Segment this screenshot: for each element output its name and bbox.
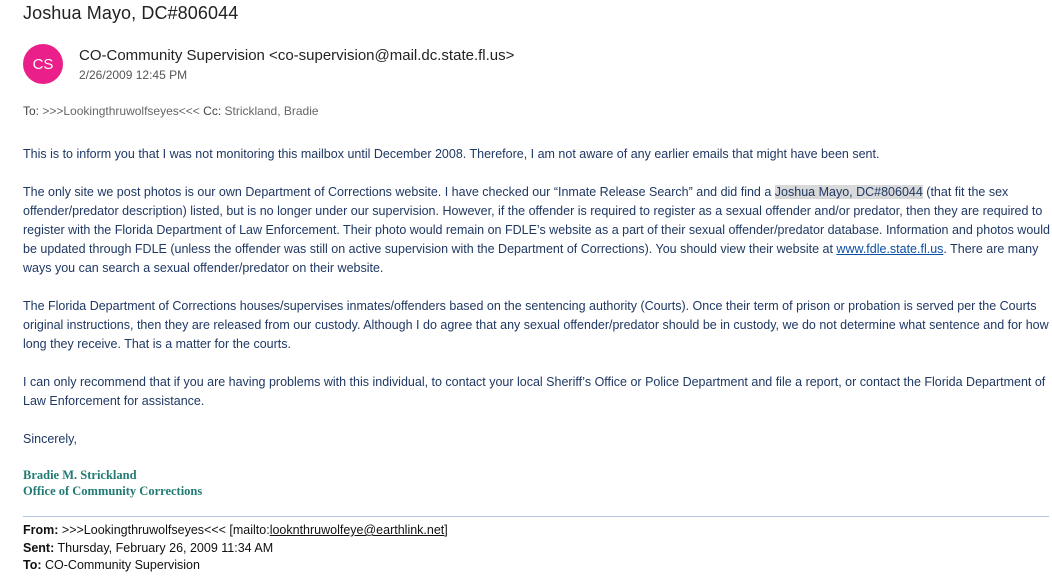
signature-block <box>23 467 202 499</box>
quoted-from-email-link[interactable]: looknthruwolfeye@earthlink.net <box>269 523 445 537</box>
quoted-from-close: ] <box>444 523 448 537</box>
quoted-from-line <box>23 522 448 540</box>
cc-label: Cc: <box>203 104 222 118</box>
cc-recipient[interactable]: Strickland, Bradie <box>224 104 319 118</box>
body-paragraph-4: I can only recommend that if you are having problems with this individual, to contact your local Sheriff’s Office or Police Department and file a report, or contact the Florida Department of Law Enforcement for assistance. <box>23 375 1046 408</box>
quoted-to-line <box>23 557 448 575</box>
email-date: 2/26/2009 12:45 PM <box>79 68 188 82</box>
highlighted-name: Joshua Mayo, DC#806044 <box>774 185 923 199</box>
p2-text-c: . There are many ways you can search a sexual offender/predator on their website. <box>23 242 1039 275</box>
quoted-header <box>23 522 448 575</box>
quoted-to-value: CO-Community Supervision <box>45 558 200 572</box>
quoted-sent-value: Thursday, February 26, 2009 11:34 AM <box>57 540 274 555</box>
closing-salutation: Sincerely, <box>23 432 77 446</box>
sender-avatar[interactable]: CS <box>23 44 63 84</box>
fdle-link[interactable]: www.fdle.state.fl.us <box>836 242 944 256</box>
p2-text-a: The only site we post photos is our own Department of Corrections website. I have checked our “Inmate Release Search” and did find a <box>23 185 775 199</box>
quoted-to-label: To: <box>23 558 42 572</box>
quoted-divider <box>23 516 1049 517</box>
to-recipient[interactable]: >>>Lookingthruwolfseyes<<< <box>42 104 200 118</box>
signature-name: Bradie M. Strickland <box>23 468 137 482</box>
to-label: To: <box>23 104 40 118</box>
p2-text-b: (that fit the sex offender/predator description) listed, but is no longer under our supervision. However, if the offender is required to register as a sexual offender and/or predator, then they are required to register with the Florida Department of Law Enforcement. Their photo would remain on FDLE’s website as a part of their sexual offender/predator database. Information and photos would be updated through FDLE (unless the offender was still on active supervision with the Department of Corrections). You should view their website at <box>23 185 1050 256</box>
email-subject: Joshua Mayo, DC#806044 <box>23 3 239 23</box>
sender-address[interactable]: CO-Community Supervision <co-supervision@mail.dc.state.fl.us> <box>79 47 515 64</box>
quoted-from-value: >>>Lookingthruwolfseyes<<< [mailto: <box>61 523 270 537</box>
quoted-sent-line <box>23 540 448 558</box>
body-paragraph-2 <box>23 183 1051 278</box>
quoted-from-label: From: <box>23 523 59 537</box>
body-paragraph-1: This is to inform you that I was not monitoring this mailbox until December 2008. Therefore, I am not aware of any earlier emails that might have been sent. <box>23 147 880 161</box>
quoted-sent-label: Sent: <box>23 540 55 555</box>
recipients-line <box>23 104 319 118</box>
body-paragraph-3: The Florida Department of Corrections houses/supervises inmates/offenders based on the sentencing authority (Courts). Once their term of prison or probation is served per the Courts original instructions, then they are released from our custody. Although I do agree that any sexual offender/predator should be in custody, we do not determine what sentence and for how long they receive. That is a matter for the courts. <box>23 299 1049 351</box>
signature-office: Office of Community Corrections <box>23 484 203 498</box>
